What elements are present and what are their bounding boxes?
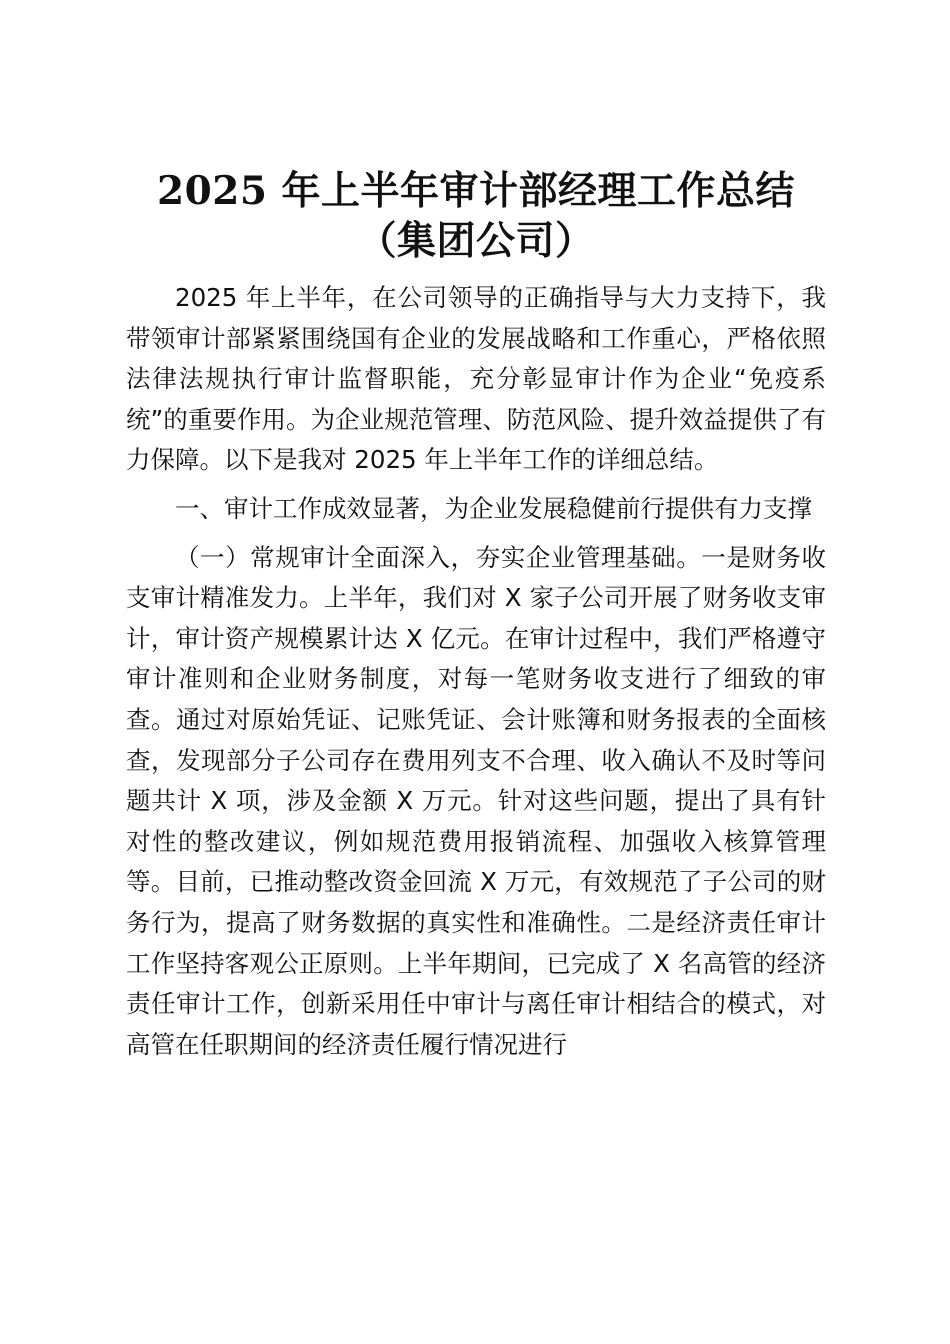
paragraph-spacer: [126, 530, 826, 538]
document-title: [126, 166, 826, 266]
title-line-main: 2025 年上半年审计部经理工作总结: [156, 168, 796, 214]
section-1-paragraph: （一）常规审计全面深入，夯实企业管理基础。一是财务收支审计精准发力。上半年，我们对 X 家子公司开展了财务收支审计，审计资产规模累计达 X 亿元。在审计过程中，我们严格遵守审计准则和企业财务制度，对每一笔财务收支进行了细致的审查。通过对原始凭证、记账凭证、会计账簿和财务报表的全面核查，发现部分子公司存在费用列支不合理、收入确认不及时等问题共计 X 项，涉及金额 X 万元。针对这些问题，提出了具有针对性的整改建议，例如规范费用报销流程、加强收入核算管理等。目前，已推动整改资金回流 X 万元，有效规范了子公司的财务行为，提高了财务数据的真实性和准确性。二是经济责任审计工作坚持客观公正原则。上半年期间，已完成了 X 名高管的经济责任审计工作，创新采用任中审计与离任审计相结合的模式，对高管在任职期间的经济责任履行情况进行: [126, 542, 826, 1059]
paragraph-spacer: [126, 481, 826, 489]
intro-paragraph: 2025 年上半年，在公司领导的正确指导与大力支持下，我带领审计部紧紧围绕国有企业的发展战略和工作重心，严格依照法律法规执行审计监督职能，充分彰显审计作为企业“免疫系统”的重要作用。为企业规范管理、防范风险、提升效益提供了有力保障。以下是我对 2025 年上半年工作的详细总结。: [126, 283, 826, 475]
title-line-subtitle: （集团公司）: [357, 218, 595, 264]
document-body: [126, 278, 826, 1065]
section-heading-1: 一、审计工作成效显著，为企业发展稳健前行提供有力支撑: [175, 493, 812, 523]
